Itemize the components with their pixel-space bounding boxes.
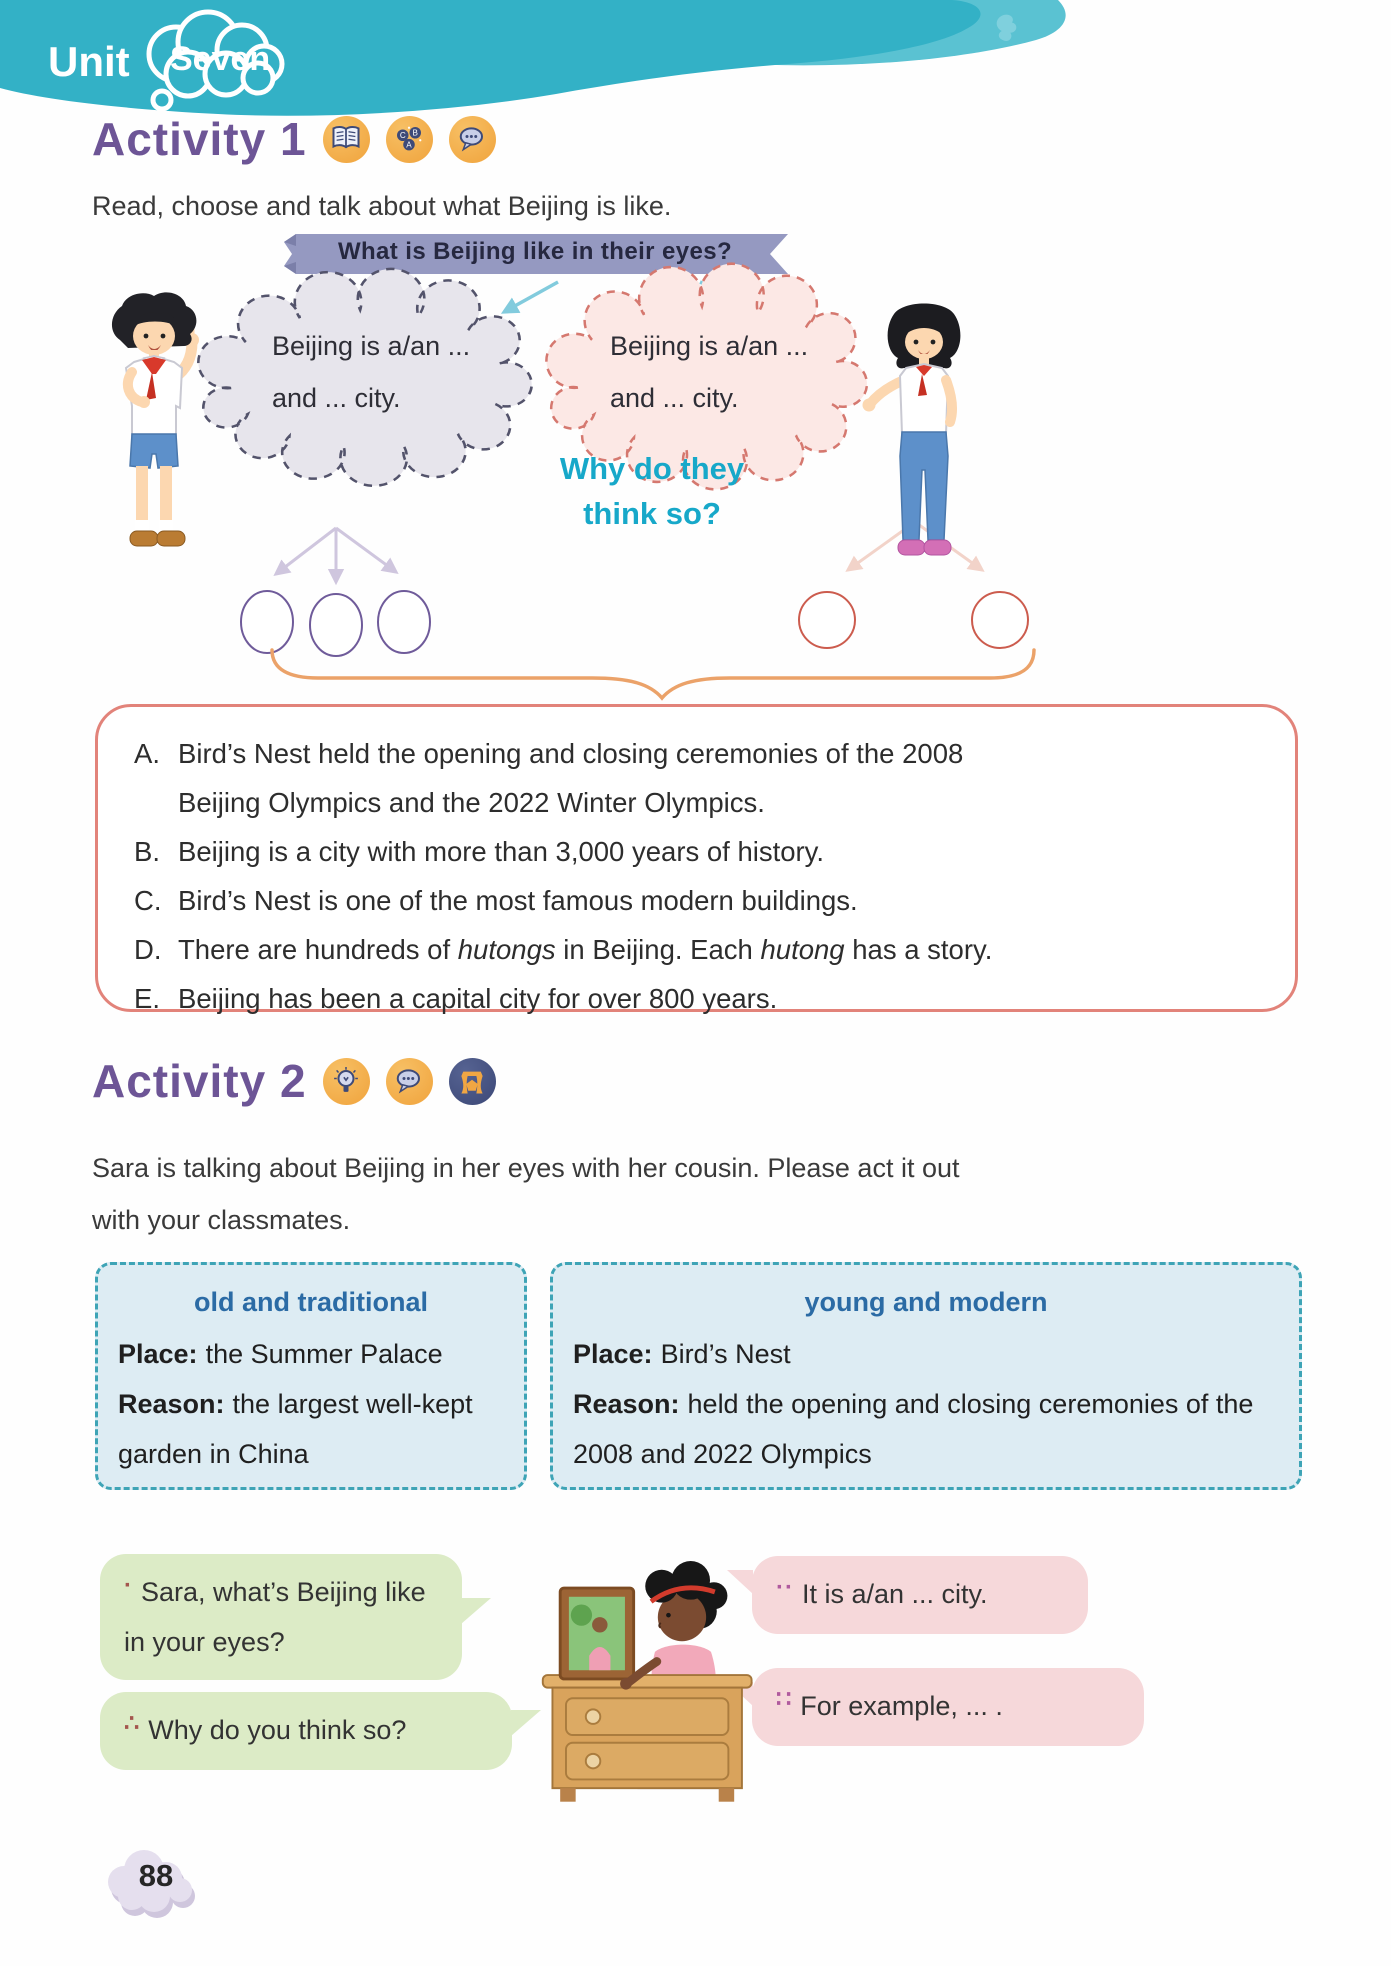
answer-slot-oval-2[interactable] [310, 594, 362, 656]
activity2-instruction-line1: Sara is talking about Beijing in her eyes with her cousin. Please act it out [92, 1153, 960, 1183]
option-b [134, 827, 1269, 876]
card-old-place: Place: the Summer Palace [118, 1339, 443, 1369]
girl-cloud-line1: Beijing is a/an ... [610, 331, 809, 361]
card-old-title: old and traditional [194, 1287, 428, 1317]
option-d [134, 925, 1269, 974]
activity2-title: Activity 2 [92, 1055, 307, 1107]
talk-bubble-icon [449, 116, 496, 163]
why-question [540, 446, 764, 536]
sara-dresser-illustration [535, 1532, 770, 1822]
sara-line-2: For example, ... . [800, 1691, 1003, 1721]
choose-letters-icon [386, 116, 433, 163]
option-e-label: E. [134, 983, 160, 1014]
answer-slot-circle-4[interactable] [799, 592, 855, 648]
svg-text:B: B [412, 128, 418, 138]
boy-cloud-line2: and ... city. [272, 383, 401, 413]
answer-slot-circle-5[interactable] [972, 592, 1028, 648]
girl-cloud-text [610, 320, 808, 424]
act-stage-icon [449, 1058, 496, 1105]
activity2-instruction-line2: with your classmates. [92, 1205, 351, 1235]
option-d-label: D. [134, 934, 162, 965]
option-e-text: Beijing has been a capital city for over 800 years. [178, 983, 778, 1014]
talk-bubble-icon [386, 1058, 433, 1105]
option-b-label: B. [134, 836, 160, 867]
option-a-label: A. [134, 738, 160, 769]
option-c-label: C. [134, 885, 162, 916]
activity2-heading-row [92, 1054, 496, 1108]
option-d-text: There are hundreds of hutongs in Beijing. Each hutong has a story. [178, 934, 993, 965]
sara-speech-bubble-2 [752, 1668, 1144, 1746]
read-book-icon [323, 116, 370, 163]
cousin-line-2: Why do you think so? [148, 1715, 407, 1745]
boy-illustration [88, 286, 223, 576]
turn-marker-4: ∷ [776, 1686, 793, 1713]
unit-number: Seven [170, 40, 271, 78]
sara-line-1: It is a/an ... city. [801, 1579, 988, 1609]
sara-speech-bubble-1 [752, 1556, 1088, 1634]
svg-text:A: A [406, 140, 412, 150]
boy-cloud-line1: Beijing is a/an ... [272, 331, 471, 361]
activity1-title: Activity 1 [92, 113, 307, 165]
think-bulb-icon [323, 1058, 370, 1105]
unit-word: Unit [48, 38, 130, 85]
why-question-line1: Why do they [559, 451, 745, 486]
cousin-speech-bubble-1 [100, 1554, 462, 1680]
girl-illustration [858, 292, 993, 567]
girl-cloud-line2: and ... city. [610, 383, 739, 413]
answer-slot-oval-3[interactable] [378, 591, 430, 653]
ribbon-question: What is Beijing like in their eyes? [337, 238, 733, 265]
option-a [134, 729, 1269, 827]
option-b-text: Beijing is a city with more than 3,000 years of history. [178, 836, 825, 867]
card-young-reason: Reason: held the opening and closing ceremonies of the 2008 and 2022 Olympics [573, 1389, 1254, 1469]
turn-marker-3: ∴ [124, 1710, 141, 1737]
card-old-reason: Reason: the largest well-kept garden in China [118, 1389, 473, 1469]
option-e [134, 974, 1269, 1023]
card-young-place: Place: Bird’s Nest [573, 1339, 791, 1369]
card-young-modern [550, 1262, 1302, 1490]
card-young-title: young and modern [804, 1287, 1048, 1317]
cousin-line-1: Sara, what’s Beijing like in your eyes? [124, 1577, 426, 1657]
svg-text:C: C [399, 131, 406, 140]
options-box [95, 704, 1298, 1012]
option-a-line1: Bird’s Nest held the opening and closing ceremonies of the 2008 [178, 738, 964, 769]
page-number: 88 [138, 1858, 174, 1893]
option-c-text: Bird’s Nest is one of the most famous modern buildings. [178, 885, 858, 916]
turn-marker-2: ·· [776, 1574, 794, 1601]
card-old-traditional [95, 1262, 527, 1490]
turn-marker-1: · [124, 1572, 133, 1599]
option-a-text [178, 729, 963, 827]
option-c [134, 876, 1269, 925]
activity1-heading-row [92, 112, 496, 166]
activity2-instruction [92, 1142, 959, 1246]
arrow-to-boy-cloud-icon [504, 282, 558, 312]
answer-slot-oval-1[interactable] [241, 591, 293, 653]
brace-icon [272, 650, 1034, 698]
boy-cloud-text [272, 320, 470, 424]
option-a-line2: Beijing Olympics and the 2022 Winter Olympics. [178, 787, 765, 818]
boy-reason-arrows-icon [276, 528, 396, 582]
activity1-instruction: Read, choose and talk about what Beijing is like. [92, 191, 672, 221]
why-question-line2: think so? [583, 496, 721, 531]
cousin-speech-bubble-2 [100, 1692, 512, 1770]
